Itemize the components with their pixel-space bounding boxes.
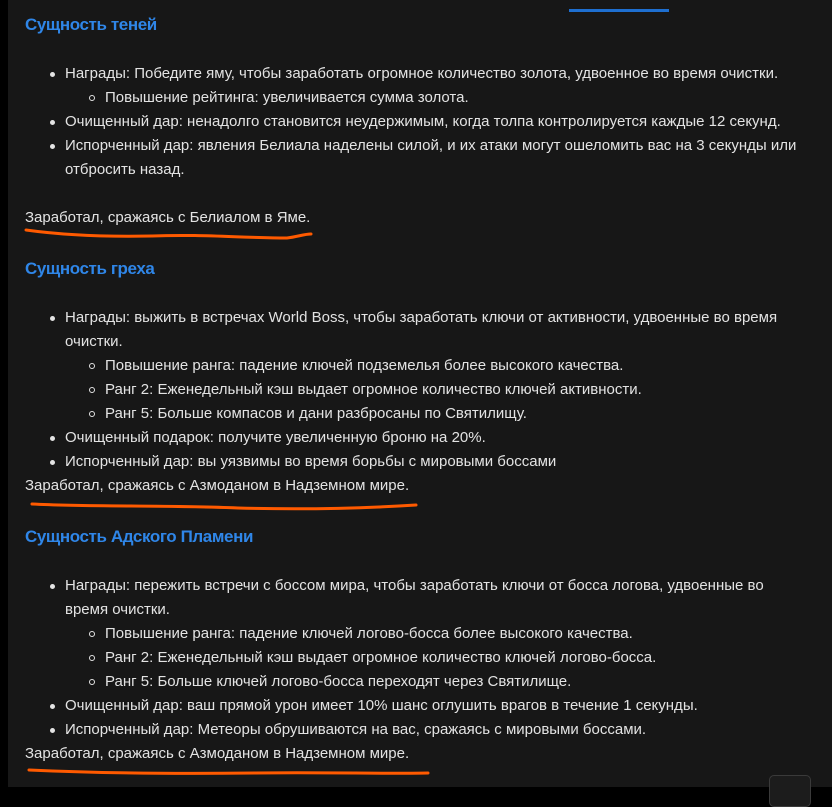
top-tab-indicator <box>569 9 669 12</box>
bullet-list <box>25 62 805 182</box>
sub-list <box>65 354 805 426</box>
sub-list <box>65 622 805 694</box>
list-item: Награды: пережить встречи с боссом мира, чтобы заработать ключи от босса логова, удвоенные во время очистки. Повышение ранга: падение ключей логово-босса более высокого качества. Ранг 2: Еженедельный кэш выдает огромное количество ключей логово-босса. Ранг 5: Больше ключей логово-босса переходят через Святилище. <box>25 574 805 694</box>
list-item: Повышение ранга: падение ключей подземелья более высокого качества. <box>25 354 805 378</box>
section-title: Сущность греха <box>25 259 155 278</box>
list-item: Испорченный дар: Метеоры обрушиваются на вас, сражаясь с мировыми боссами. <box>25 718 805 742</box>
earned-note: Заработал, сражаясь с Азмоданом в Надземном мире. <box>25 477 410 494</box>
annotation-underline <box>22 222 322 244</box>
bullet-list <box>25 306 805 474</box>
list-item: Награды: Победите яму, чтобы заработать огромное количество золота, удвоенное во время очистки. Повышение рейтинга: увеличивается сумма золота. <box>25 62 805 110</box>
list-item: Ранг 5: Больше ключей логово-босса переходят через Святилище. <box>25 670 805 694</box>
annotation-underline <box>28 496 428 516</box>
list-item: Повышение рейтинга: увеличивается сумма золота. <box>25 86 805 110</box>
list-item: Повышение ранга: падение ключей логово-босса более высокого качества. <box>25 622 805 646</box>
list-item: Ранг 2: Еженедельный кэш выдает огромное количество ключей логово-босса. <box>25 646 805 670</box>
annotation-underline <box>25 764 440 782</box>
list-item: Очищенный дар: ваш прямой урон имеет 10% шанс оглушить врагов в течение 1 секунды. <box>25 694 805 718</box>
list-item: Награды: выжить в встречах World Boss, чтобы заработать ключи от активности, удвоенные во время очистки. Повышение ранга: падение ключей подземелья более высокого качества. Ранг 2: Еженедельный кэш выдает огромное количество ключей активности. Ранг 5: Больше компасов и дани разбросаны по Святилищу. <box>25 306 805 426</box>
list-item: Очищенный подарок: получите увеличенную броню на 20%. <box>25 426 805 450</box>
earned-note: Заработал, сражаясь с Белиалом в Яме. <box>25 209 311 226</box>
list-item: Очищенный дар: ненадолго становится неудержимым, когда толпа контролируется каждые 12 секунд. <box>25 110 805 134</box>
earned-note: Заработал, сражаясь с Азмоданом в Надземном мире. <box>25 745 410 762</box>
list-item: Ранг 2: Еженедельный кэш выдает огромное количество ключей активности. <box>25 378 805 402</box>
section-title: Сущность Адского Пламени <box>25 527 254 546</box>
list-item: Испорченный дар: вы уязвимы во время борьбы с мировыми боссами <box>25 450 805 474</box>
sub-list <box>65 86 805 110</box>
corner-button[interactable] <box>769 775 811 807</box>
section-title: Сущность теней <box>25 15 157 34</box>
list-item: Испорченный дар: явления Белиала наделены силой, и их атаки могут ошеломить вас на 3 секунды или отбросить назад. <box>25 134 805 182</box>
list-item: Ранг 5: Больше компасов и дани разбросаны по Святилищу. <box>25 402 805 426</box>
bullet-list <box>25 574 805 742</box>
